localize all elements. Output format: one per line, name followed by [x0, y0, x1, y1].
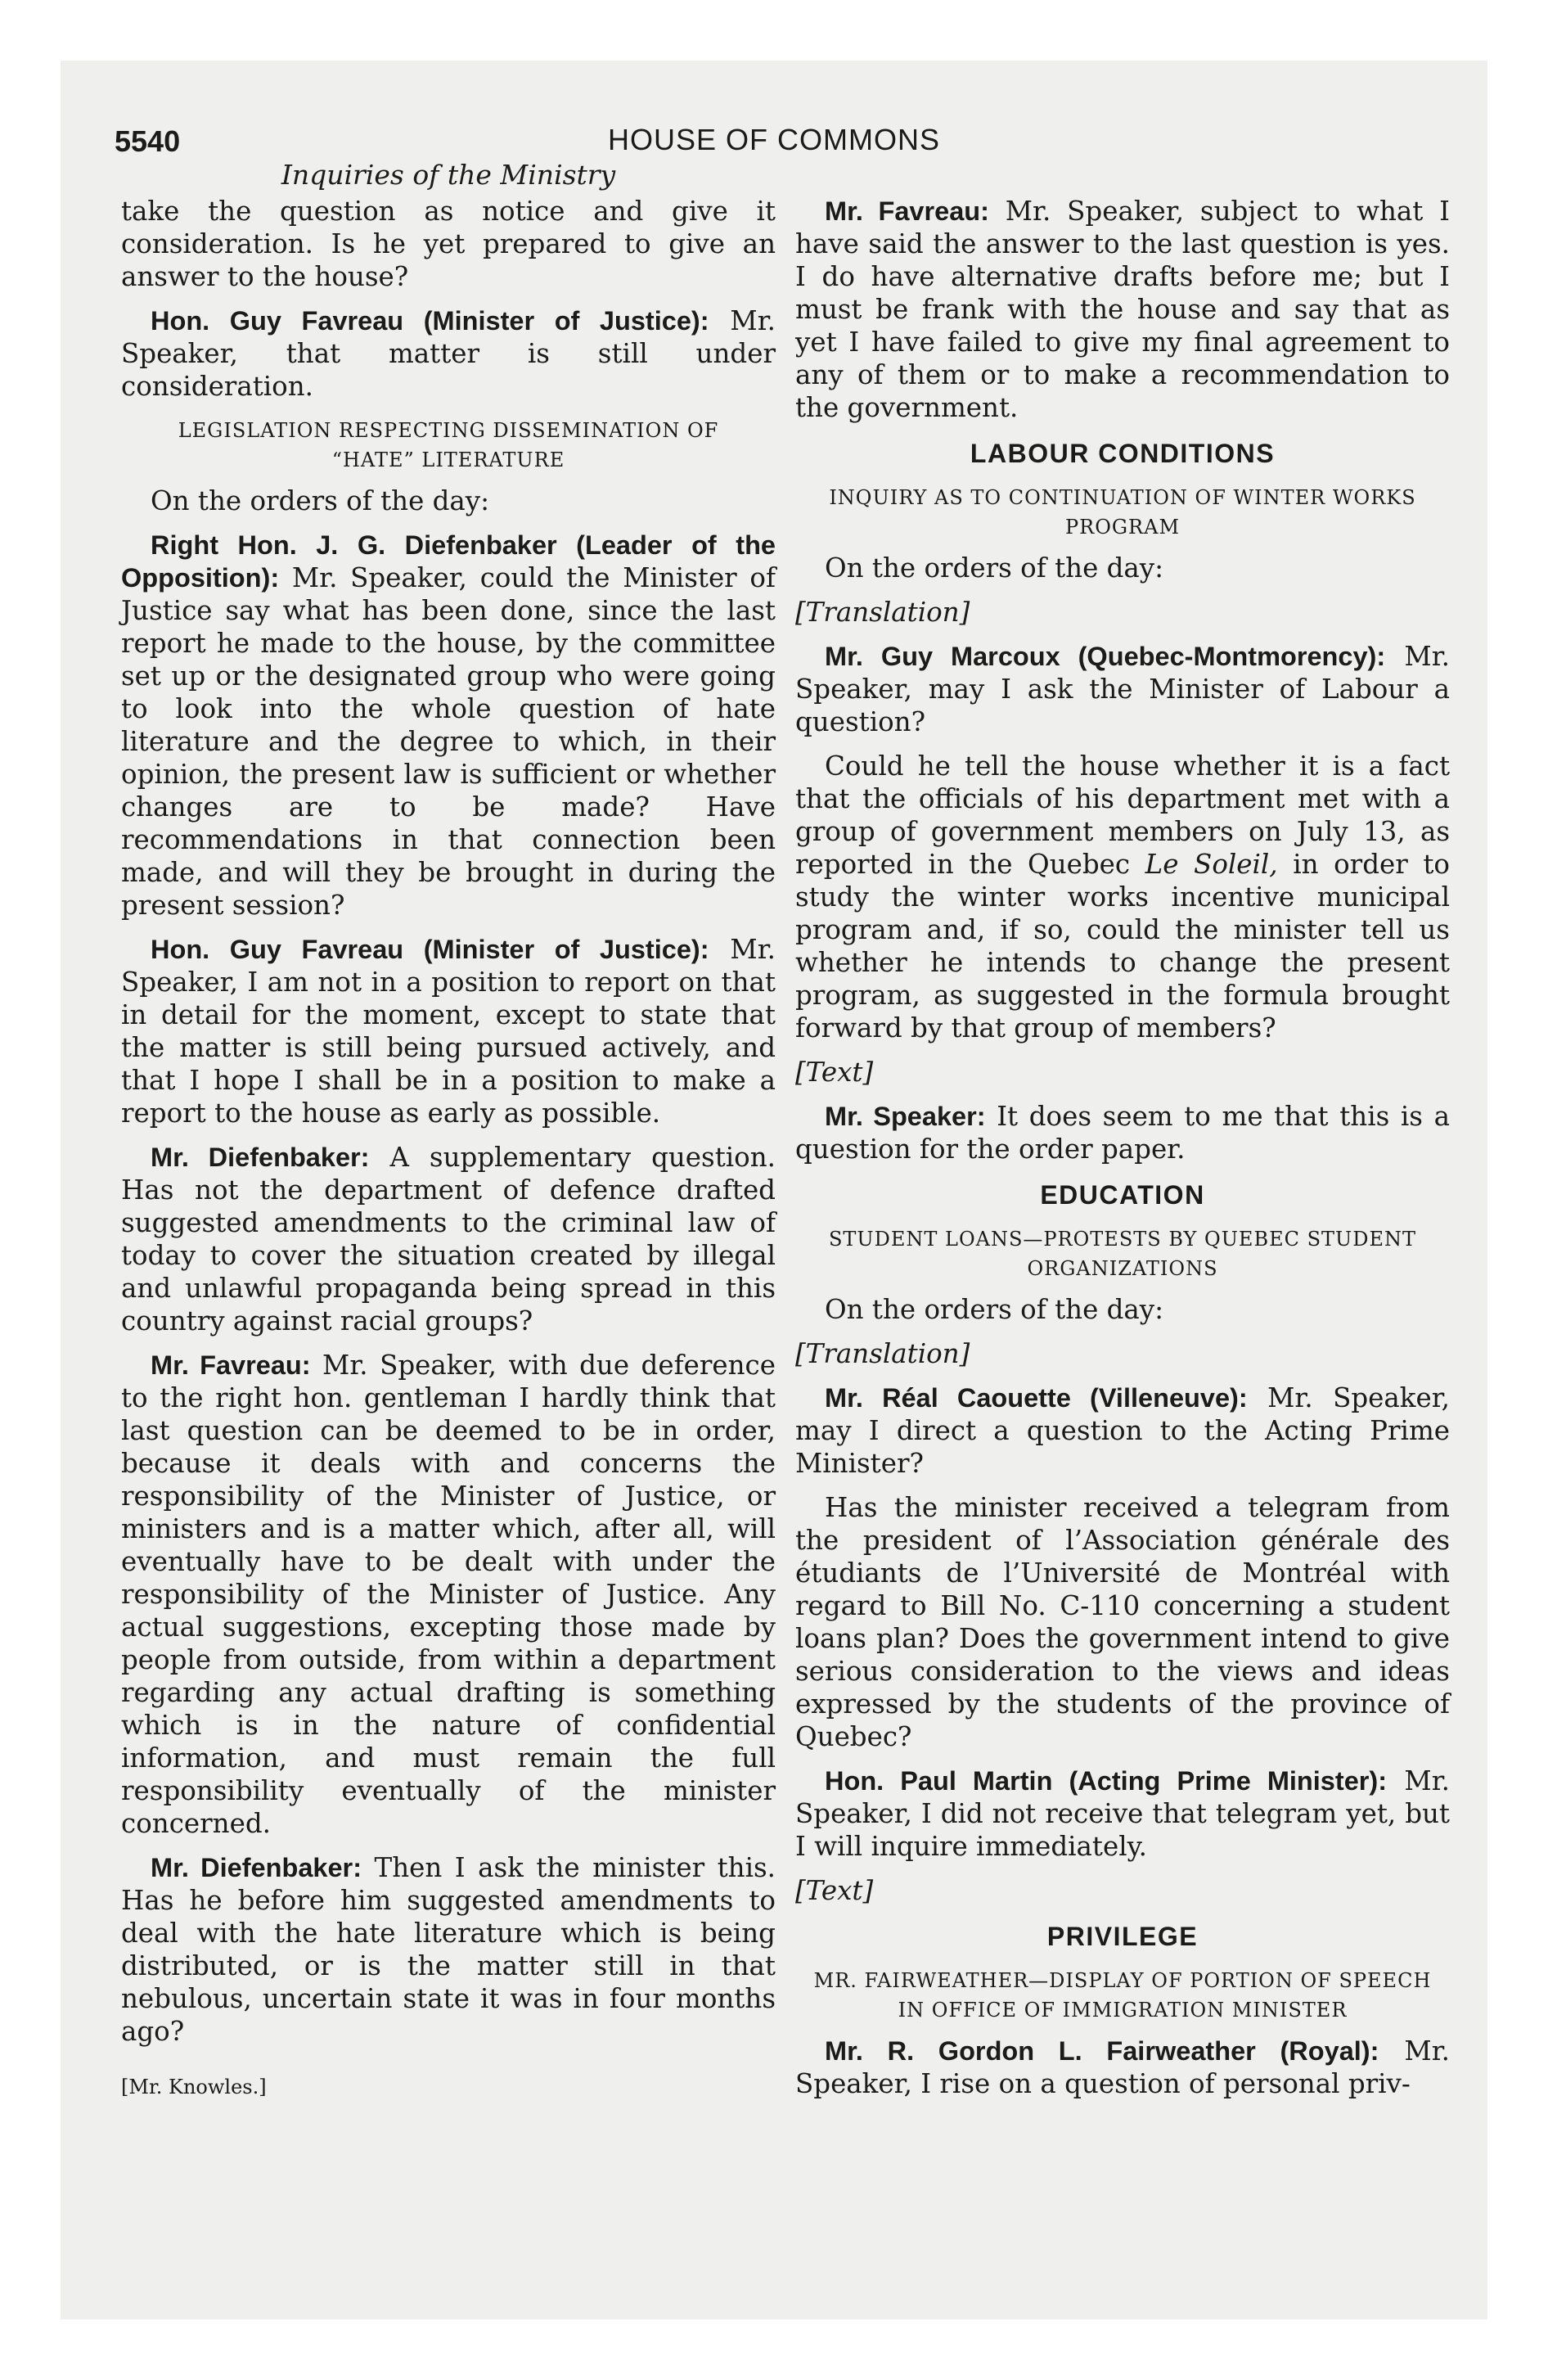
paragraph [121, 933, 776, 1129]
speaker-name: Mr. Speaker: [825, 1102, 986, 1131]
page-number: 5540 [115, 124, 181, 158]
language-note: [Text] [795, 1057, 874, 1088]
right-column [795, 195, 1450, 2112]
speech-text: Mr. Speaker, may I ask the Minister of Labour a question? [795, 641, 1450, 737]
speech-text: Mr. Speaker, could the Minister of Justice say what has been done, since the last report he made to the house, by the committee set up or the designated group who were going to look into the whole question of hate literature and the degree to which, in their opinion, the present law is sufficient or whether changes are to be made? Have recommendations in that connection been made, and will they be brought in during the present session? [121, 562, 776, 921]
speech-text: Mr. Speaker, I rise on a question of personal priv- [795, 2035, 1451, 2099]
paragraph [121, 529, 776, 922]
speaker-name: Mr. R. Gordon L. Fairweather (Royal): [825, 2036, 1379, 2066]
language-note: [Translation] [795, 597, 970, 628]
paragraph: On the orders of the day: [825, 1294, 1164, 1325]
section-heading: LABOUR CONDITIONS [970, 439, 1276, 468]
paragraph: On the orders of the day: [825, 552, 1164, 584]
speaker-name: Hon. Paul Martin (Acting Prime Minister): [825, 1766, 1388, 1796]
speech-text: Mr. Speaker, subject to what I have said the answer to the last question is yes. I do have alternative drafts before me; but I must be frank with the house and say that as yet I have failed to give my final agreement to any of them or to make a recommendation to the government. [795, 196, 1450, 423]
paragraph [121, 1851, 776, 2048]
paragraph [121, 1349, 776, 1840]
section-heading: EDUCATION [1040, 1180, 1205, 1210]
paragraph [795, 750, 1450, 1044]
subject-heading: MR. FAIRWEATHER—DISPLAY OF PORTION OF SPEECH IN OFFICE OF IMMIGRATION MINISTER [813, 1969, 1432, 2022]
paragraph [795, 1100, 1450, 1165]
speaker-name: Mr. Favreau: [825, 196, 989, 226]
speech-text: Mr. Speaker, I did not receive that telegram yet, but I will inquire immediately. [795, 1765, 1450, 1862]
speech-text: Could he tell the house whether it is a fact that the officials of his department met with a group of government members on July 13, as reported in the Quebec [795, 751, 1450, 880]
paragraph [795, 195, 1450, 424]
speaker-name: Mr. Réal Caouette (Villeneuve): [825, 1383, 1248, 1413]
page-header: HOUSE OF COMMONS [607, 123, 940, 156]
subject-heading: INQUIRY AS TO CONTINUATION OF WINTER WORKS PROGRAM [829, 486, 1416, 539]
speaker-name: Mr. Favreau: [151, 1350, 311, 1380]
speech-text: Mr. Speaker, I am not in a position to report on that in detail for the moment, except to state that the matter is still being pursued actively, and that I hope I shall be in a position to make a report to the house as early as possible. [121, 934, 776, 1129]
speech-text: in order to study the winter works incentive municipal program and, if so, could the minister tell us whether he intends to change the present program, as suggested in the formula brought forward by that group of members? [795, 849, 1450, 1044]
paragraph [795, 1382, 1450, 1480]
speaker-name: Hon. Guy Favreau (Minister of Justice): [151, 935, 709, 964]
speech-text: Mr. Speaker, with due deference to the right hon. gentleman I hardly think that last question can be deemed to be in order, because it deals with and concerns the responsibility of the Minister of Justice, or ministers and is a matter which, after all, will eventually have to be dealt with under the responsibility of the Minister of Justice. Any actual suggestions, excepting those made by people from outside, from within a department regarding any actual drafting is something which is in the nature of confidential information, and must remain the full responsibility eventually of the minister concerned. [121, 1350, 776, 1839]
paragraph: take the question as notice and give it consideration. Is he yet prepared to give an answer to the house? [121, 196, 776, 292]
left-column [121, 159, 776, 2103]
speaker-name: Hon. Guy Favreau (Minister of Justice): [151, 306, 709, 336]
language-note: [Text] [795, 1875, 874, 1906]
speaker-name: Mr. Diefenbaker: [151, 1853, 362, 1882]
speaker-name: Right Hon. J. G. Diefenbaker (Leader of the Opposition): [121, 530, 776, 593]
paragraph [795, 1765, 1450, 1863]
footer-note: [Mr. Knowles.] [121, 2076, 267, 2098]
subject-heading: STUDENT LOANS—PROTESTS BY QUEBEC STUDENT ORGANIZATIONS [828, 1228, 1417, 1280]
paragraph [121, 304, 776, 403]
language-note: [Translation] [795, 1338, 970, 1369]
speech-text: A supplementary question. Has not the department of defence drafted suggested amendments to the criminal law of today to cover the situation created by illegal and unlawful propaganda being spread in this country against racial groups? [121, 1142, 776, 1336]
speech-text: Mr. Speaker, that matter is still under consideration. [121, 305, 776, 402]
speaker-name: Mr. Guy Marcoux (Quebec-Montmorency): [825, 642, 1386, 671]
speech-text: Mr. Speaker, may I direct a question to the Acting Prime Minister? [795, 1382, 1450, 1479]
paragraph [121, 1141, 776, 1337]
speaker-name: Mr. Diefenbaker: [151, 1143, 370, 1172]
paragraph: Has the minister received a telegram from the president of l’Association générale des étudiants de l’Université de Montréal with regard to Bill No. C-110 concerning a student loans plan? Does the government intend to give serious consideration to the views and ideas expressed by the students of the province of Quebec? [795, 1492, 1450, 1752]
speech-text: Then I ask the minister this. Has he before him suggested amendments to deal with the hate literature which is being distributed, or is the matter still in that nebulous, uncertain state it was in four months ago? [121, 1852, 776, 2047]
newspaper-title: Le Soleil, [1145, 849, 1278, 880]
running-title: Inquiries of the Ministry [281, 159, 616, 191]
paragraph [795, 640, 1450, 738]
paragraph [795, 2035, 1450, 2100]
speech-text: It does seem to me that this is a question for the order paper. [795, 1101, 1450, 1165]
paragraph: On the orders of the day: [151, 485, 490, 516]
section-heading: PRIVILEGE [1046, 1922, 1199, 1951]
subject-heading: LEGISLATION RESPECTING DISSEMINATION OF “HATE” LITERATURE [178, 419, 719, 471]
